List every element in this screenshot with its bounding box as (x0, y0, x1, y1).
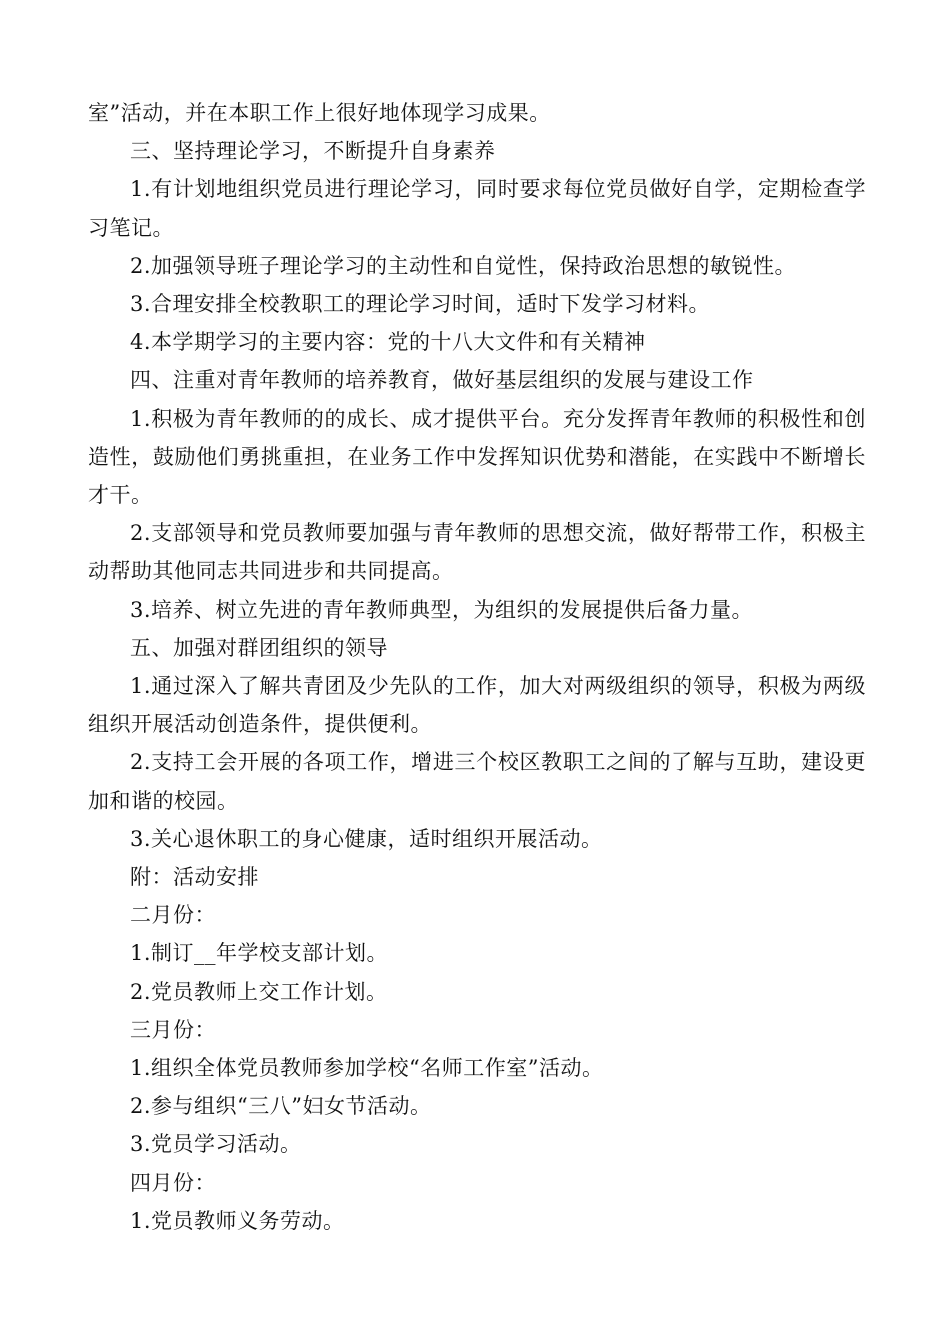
section-heading-4: 四、注重对青年教师的培养教育，做好基层组织的发展与建设工作 (130, 368, 754, 393)
list-item: 2.支持工会开展的各项工作，增进三个校区教职工之间的了解与互助，建设更加和谐的校园。 (88, 750, 866, 813)
list-item: 1.有计划地组织党员进行理论学习，同时要求每位党员做好自学，定期检查学习笔记。 (88, 177, 866, 240)
list-item: 2.支部领导和党员教师要加强与青年教师的思想交流，做好帮带工作，积极主动帮助其他同志共同进步和共同提高。 (88, 521, 866, 584)
list-item: 3.培养、树立先进的青年教师典型，为组织的发展提供后备力量。 (130, 597, 754, 622)
list-item: 2.党员教师上交工作计划。 (130, 979, 388, 1004)
list-item: 2.加强领导班子理论学习的主动性和自觉性，保持政治思想的敏锐性。 (130, 253, 797, 278)
list-item: 2.参与组织“三八”妇女节活动。 (130, 1094, 432, 1119)
section-heading-3: 三、坚持理论学习，不断提升自身素养 (130, 139, 496, 164)
list-item: 1.组织全体党员教师参加学校“名师工作室”活动。 (130, 1056, 604, 1081)
document-page (88, 94, 866, 1240)
list-item: 3.合理安排全校教职工的理论学习时间，适时下发学习材料。 (130, 292, 711, 317)
section-heading-5: 五、加强对群团组织的领导 (130, 635, 388, 660)
appendix-heading: 附：活动安排 (130, 865, 259, 890)
list-item: 3.关心退休职工的身心健康，适时组织开展活动。 (130, 826, 603, 851)
list-item: 1.积极为青年教师的的成长、成才提供平台。充分发挥青年教师的积极性和创造性，鼓励他们勇挑重担，在业务工作中发挥知识优势和潜能，在实践中不断增长才干。 (88, 406, 866, 508)
month-heading: 四月份： (130, 1170, 216, 1195)
list-item: 1.通过深入了解共青团及少先队的工作，加大对两级组织的领导，积极为两级组织开展活动创造条件，提供便利。 (88, 674, 866, 737)
list-item: 3.党员学习活动。 (130, 1132, 302, 1157)
paragraph-continuation: 室”活动，并在本职工作上很好地体现学习成果。 (88, 101, 551, 125)
list-item: 4.本学期学习的主要内容：党的十八大文件和有关精神 (130, 330, 646, 355)
month-heading: 二月份： (130, 903, 216, 928)
list-item: 1.制订__年学校支部计划。 (130, 941, 389, 966)
list-item: 1.党员教师义务劳动。 (130, 1208, 345, 1233)
month-heading: 三月份： (130, 1017, 216, 1042)
